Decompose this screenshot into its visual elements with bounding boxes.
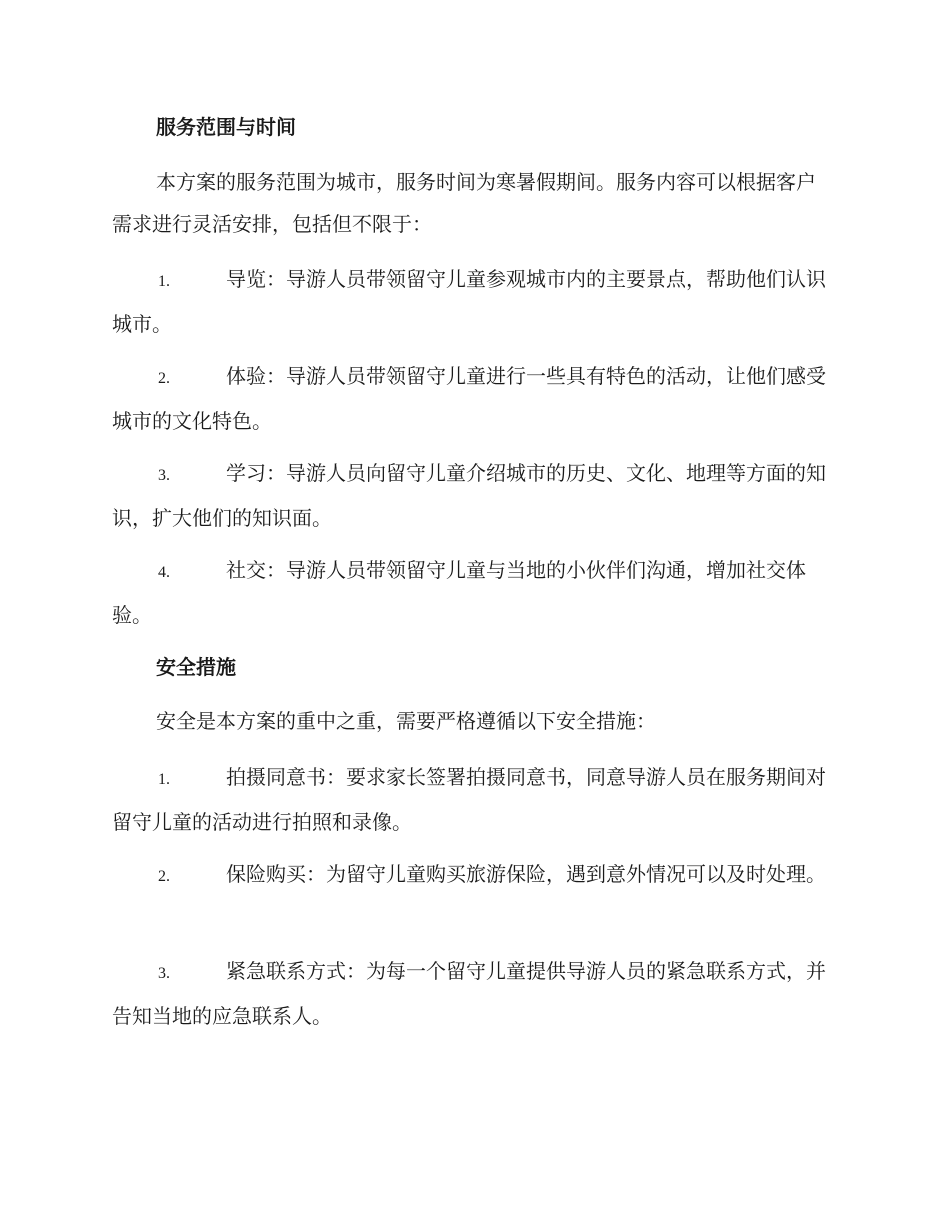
paragraph-safety-intro — [112, 700, 832, 742]
paragraph-service-intro — [112, 161, 832, 245]
list-item — [112, 258, 832, 345]
section-heading-safety: 安全措施 — [156, 655, 236, 679]
list-text: 学习：导游人员向留守儿童介绍城市的历史、文化、地理等方面的知识，扩大他们的知识面。 — [112, 461, 826, 530]
list-text: 体验：导游人员带领留守儿童进行一些具有特色的活动，让他们感受城市的文化特色。 — [112, 364, 826, 433]
list-item — [112, 756, 832, 843]
list-number: 2. — [158, 868, 170, 885]
list-number: 3. — [158, 467, 170, 484]
list-number: 4. — [158, 564, 170, 581]
list-item — [112, 950, 832, 1037]
list-number: 1. — [158, 273, 170, 290]
section-heading-service-scope: 服务范围与时间 — [156, 115, 296, 139]
list-number: 3. — [158, 965, 170, 982]
list-text: 拍摄同意书：要求家长签署拍摄同意书，同意导游人员在服务期间对留守儿童的活动进行拍照和录像。 — [112, 765, 826, 834]
list-item — [112, 549, 832, 636]
list-item — [112, 452, 832, 539]
list-item — [112, 853, 832, 898]
list-text: 紧急联系方式：为每一个留守儿童提供导游人员的紧急联系方式，并告知当地的应急联系人。 — [112, 959, 826, 1028]
list-number: 1. — [158, 771, 170, 788]
intro-text: 安全是本方案的重中之重，需要严格遵循以下安全措施： — [156, 709, 656, 733]
list-item — [112, 355, 832, 442]
list-text: 社交：导游人员带领留守儿童与当地的小伙伴们沟通，增加社交体验。 — [112, 558, 806, 627]
list-text: 保险购买：为留守儿童购买旅游保险，遇到意外情况可以及时处理。 — [226, 862, 826, 886]
intro-text: 本方案的服务范围为城市，服务时间为寒暑假期间。服务内容可以根据客户需求进行灵活安排，包括但不限于： — [112, 170, 816, 236]
list-number: 2. — [158, 370, 170, 387]
list-text: 导览：导游人员带领留守儿童参观城市内的主要景点，帮助他们认识城市。 — [112, 267, 826, 336]
